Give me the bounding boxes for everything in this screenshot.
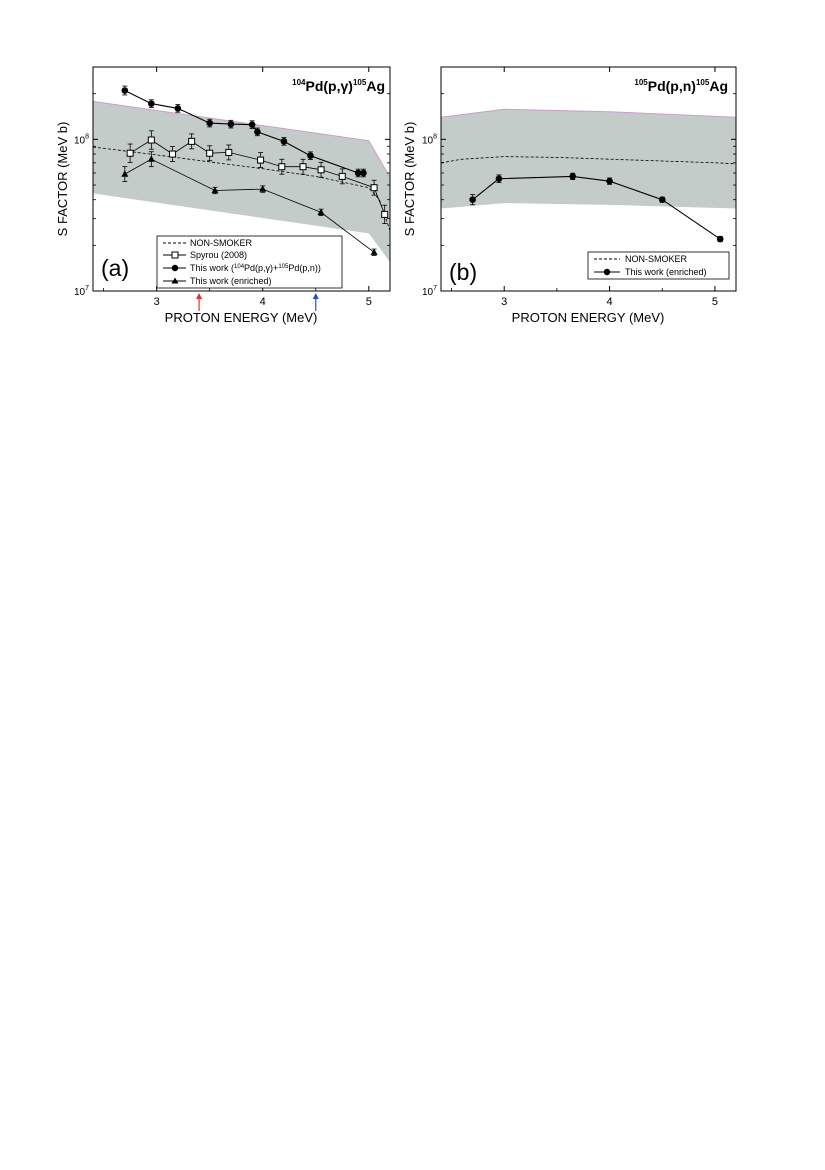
panel-b — [402, 67, 736, 325]
panel-a-label: (a) — [101, 255, 130, 281]
data-point — [279, 164, 285, 170]
data-point — [300, 164, 306, 170]
data-point — [469, 196, 476, 203]
panel-b-label: (b) — [449, 259, 478, 285]
panel-a — [55, 67, 390, 325]
y-tick-label: $10^7$ — [421, 285, 437, 298]
data-point — [254, 129, 261, 136]
x-axis-label-a: PROTON ENERGY (MeV) — [164, 310, 318, 325]
data-point — [148, 137, 154, 143]
data-point — [148, 100, 155, 107]
panel-b-title: $^{105}Pd(p,n)^{105}Ag$ — [634, 78, 728, 94]
x-tick-label: 4 — [259, 296, 266, 308]
data-point — [226, 149, 232, 155]
y-tick-label: $10^8$ — [73, 133, 89, 147]
data-point — [496, 175, 503, 182]
x-tick-label: 5 — [365, 296, 372, 308]
legend-a — [157, 236, 342, 288]
svg-text:This work (enriched): This work (enriched) — [625, 267, 707, 277]
data-point — [360, 170, 367, 177]
data-point — [569, 173, 576, 180]
legend-b — [588, 252, 729, 279]
data-point — [206, 120, 213, 127]
data-point — [170, 151, 176, 157]
data-point — [175, 105, 182, 112]
x-tick-label: 4 — [606, 296, 613, 308]
x-tick-label: 3 — [153, 296, 160, 308]
y-tick-label: $10^8$ — [421, 133, 437, 147]
y-axis-label-b: S FACTOR (MeV b) — [402, 121, 417, 237]
data-point — [281, 138, 288, 145]
y-axis-label-a: S FACTOR (MeV b) — [55, 121, 70, 237]
data-point — [207, 150, 213, 156]
svg-text:NON-SMOKER: NON-SMOKER — [625, 254, 688, 264]
data-point — [307, 152, 314, 159]
arrow-marker — [196, 293, 202, 311]
data-point — [122, 87, 129, 94]
data-point — [189, 138, 195, 144]
x-tick-label: 3 — [501, 296, 508, 308]
data-point — [717, 236, 724, 243]
svg-text:Spyrou (2008): Spyrou (2008) — [190, 250, 248, 260]
svg-text:This work (enriched): This work (enriched) — [190, 276, 272, 286]
arrow-marker — [313, 293, 319, 311]
data-point — [382, 211, 388, 217]
data-point — [249, 121, 256, 128]
x-tick-label: 5 — [711, 296, 718, 308]
y-tick-label: $10^7$ — [73, 285, 89, 298]
panel-a-title: $^{104}Pd(p,\gamma)^{105}Ag$ — [292, 78, 385, 94]
data-point — [371, 185, 377, 191]
data-point — [318, 167, 324, 173]
data-point — [659, 196, 666, 203]
svg-text:This work (104Pd(p,γ)+105Pd(p,: This work ($^{104}$Pd(p,γ)+$^{105}$Pd(p,n)) — [190, 263, 321, 273]
svg-text:NON-SMOKER: NON-SMOKER — [190, 238, 253, 248]
x-axis-label-b: PROTON ENERGY (MeV) — [511, 310, 665, 325]
legend-a-entry-spyrou — [163, 250, 247, 260]
data-point — [258, 157, 264, 163]
data-point — [606, 178, 613, 185]
data-point — [228, 121, 235, 128]
data-point — [339, 173, 345, 179]
data-point — [127, 150, 133, 156]
